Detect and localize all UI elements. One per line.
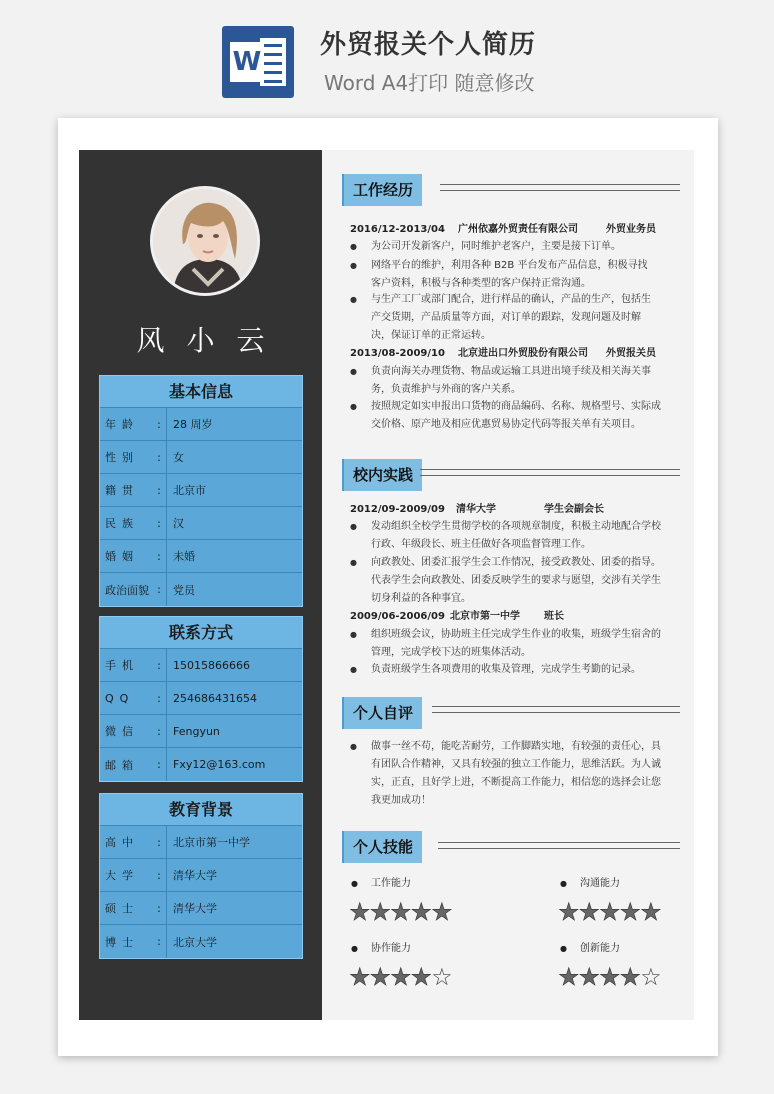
star-filled-icon: ★ <box>599 898 620 926</box>
cell-divider <box>166 859 167 892</box>
info-row <box>100 408 302 441</box>
info-row <box>100 748 302 781</box>
star-filled-icon: ★ <box>640 898 661 926</box>
cell-divider <box>166 573 167 606</box>
header-title: 外贸报关个人简历 <box>320 30 537 60</box>
info-row <box>100 925 302 958</box>
info-colon: : <box>157 691 161 705</box>
star-filled-icon: ★ <box>349 963 370 991</box>
cell-divider <box>166 540 167 573</box>
job-header: 2012/09-2009/09 清华大学 学生会副会长 <box>350 504 604 515</box>
job-header: 2013/08-2009/10 北京进出口外贸股份有限公司 外贸报关员 <box>350 348 656 359</box>
info-colon: : <box>157 549 161 563</box>
job-header: 2009/06-2006/09 北京市第一中学 班长 <box>350 611 564 622</box>
info-key: 微信 <box>105 725 139 738</box>
section-divider <box>432 706 680 713</box>
star-filled-icon: ★ <box>578 898 600 926</box>
info-colon: : <box>157 868 161 882</box>
cell-divider <box>166 649 167 682</box>
info-value: 女 <box>173 451 184 464</box>
info-value: 北京市 <box>173 484 206 497</box>
person-name: 风小云 <box>136 324 287 357</box>
info-row <box>100 892 302 925</box>
info-colon: : <box>157 583 161 596</box>
info-row <box>100 474 302 507</box>
info-key: 性别 <box>105 451 139 464</box>
cell-divider <box>166 408 167 441</box>
info-colon: : <box>157 901 161 915</box>
info-value: 汉 <box>173 517 184 530</box>
list-item: ● 网络平台的维护，利用各种 B2B 平台发布产品信息，积极寻找客户资料，积极与各种类型的客户保持正常沟通。 <box>349 257 671 293</box>
skill-label: ● 工作能力 <box>351 877 411 891</box>
info-value: 北京市第一中学 <box>173 836 250 849</box>
star-filled-icon: ★ <box>369 898 391 926</box>
star-empty-icon: ☆ <box>640 963 661 991</box>
star-filled-icon: ★ <box>431 898 452 926</box>
star-filled-icon: ★ <box>410 963 432 991</box>
skill-label: ● 创新能力 <box>560 942 620 956</box>
info-colon: : <box>157 516 161 530</box>
info-key: 高中 <box>105 836 139 849</box>
star-filled-icon: ★ <box>599 963 620 991</box>
info-key: 手机 <box>105 659 139 672</box>
info-value: Fengyun <box>173 724 220 738</box>
star-filled-icon: ★ <box>410 898 432 926</box>
info-row <box>100 826 302 859</box>
cell-divider <box>166 892 167 925</box>
info-key: 硕士 <box>105 902 139 915</box>
info-key: 婚姻 <box>105 550 139 563</box>
star-filled-icon: ★ <box>619 898 641 926</box>
info-key: 民族 <box>105 517 139 530</box>
star-filled-icon: ★ <box>619 963 641 991</box>
info-value: 未婚 <box>173 550 195 563</box>
skill-rating-stars <box>349 964 452 990</box>
info-row <box>100 441 302 474</box>
info-value: 28 周岁 <box>173 418 213 431</box>
basic-info-box <box>99 375 303 607</box>
list-item: ● 发动组织全校学生贯彻学校的各项规章制度，积极主动地配合学校行政、年级段长、班主任做好各项监督管理工作。 <box>349 518 671 554</box>
job-header: 2016/12-2013/04 广州依嘉外贸责任有限公司 外贸业务员 <box>350 224 656 235</box>
star-filled-icon: ★ <box>558 963 579 991</box>
info-key: 邮箱 <box>105 758 139 772</box>
header-subtitle: Word A4打印 随意修改 <box>324 71 535 95</box>
star-filled-icon: ★ <box>369 963 391 991</box>
basic-info-title: 基本信息 <box>100 376 302 408</box>
list-item: ● 为公司开发新客户，同时维护老客户，主要是接下订单。 <box>349 238 671 256</box>
info-row <box>100 573 302 606</box>
section-divider <box>420 469 680 476</box>
list-item: ● 向政教处、团委汇报学生会工作情况，接受政教处、团委的指导。代表学生会向政教处、团委反映学生的要求与愿望，交涉有关学生切身利益的各种事宜。 <box>349 554 671 608</box>
cell-divider <box>166 507 167 540</box>
section-campus-title: 校内实践 <box>342 459 422 491</box>
skill-rating-stars <box>558 899 661 925</box>
info-colon: : <box>157 483 161 497</box>
skill-rating-stars <box>558 964 661 990</box>
info-value: 清华大学 <box>173 869 217 882</box>
list-item: ● 与生产工厂或部门配合，进行样品的确认，产品的生产，包括生产交货期，产品质量等方面，对订单的跟踪，发现问题及时解决，保证订单的正常运转。 <box>349 291 671 345</box>
info-colon: : <box>157 450 161 464</box>
star-filled-icon: ★ <box>578 963 600 991</box>
info-key: 政治面貌 <box>105 583 149 597</box>
info-row <box>100 859 302 892</box>
section-divider <box>438 842 680 849</box>
info-value: 254686431654 <box>173 691 257 705</box>
info-colon: : <box>157 658 161 672</box>
cell-divider <box>166 925 167 958</box>
self-eval-text: ● 做事一丝不苟，能吃苦耐劳，工作脚踏实地，有较强的责任心，具有团队合作精神，又具有较强的独立工作能力，思维活跃。为人诚实，正直，且好学上进，不断提高工作能力，相信您的选择会让您我更加成功！ <box>349 738 671 810</box>
word-document-icon: W <box>222 26 294 98</box>
info-value: 清华大学 <box>173 902 217 915</box>
info-key: 籍贯 <box>105 484 139 497</box>
info-key: QQ <box>105 691 135 705</box>
info-key: 年龄 <box>105 418 139 431</box>
info-colon: : <box>157 758 161 771</box>
info-colon: : <box>157 835 161 849</box>
education-box <box>99 793 303 959</box>
info-colon: : <box>157 724 161 738</box>
list-item: ● 负责班级学生各项费用的收集及管理，完成学生考勤的记录。 <box>349 661 671 679</box>
cell-divider <box>166 441 167 474</box>
info-row <box>100 540 302 573</box>
info-value: 党员 <box>173 583 195 597</box>
info-row <box>100 682 302 715</box>
info-value: 北京大学 <box>173 935 217 949</box>
list-item: ● 按照规定如实申报出口货物的商品编码、名称、规格型号、实际成交价格、原产地及相应优惠贸易协定代码等报关单有关项目。 <box>349 398 671 434</box>
cell-divider <box>166 826 167 859</box>
avatar <box>150 186 260 296</box>
info-value: Fxy12@163.com <box>173 758 266 771</box>
info-value: 15015866666 <box>173 658 250 672</box>
info-row <box>100 507 302 540</box>
contact-box <box>99 616 303 782</box>
skill-label: ● 沟通能力 <box>560 877 620 891</box>
section-divider <box>440 184 680 191</box>
info-key: 大学 <box>105 869 139 882</box>
section-self-eval-title: 个人自评 <box>342 697 422 729</box>
star-empty-icon: ☆ <box>431 963 452 991</box>
cell-divider <box>166 715 167 748</box>
page-header <box>0 0 774 118</box>
cell-divider <box>166 682 167 715</box>
info-colon: : <box>157 935 161 948</box>
info-key: 博士 <box>105 935 139 949</box>
star-filled-icon: ★ <box>558 898 579 926</box>
info-colon: : <box>157 417 161 431</box>
list-item: ● 负责向海关办理货物、物品或运输工具进出境手续及相关海关事务，负责维护与外商的客户关系。 <box>349 363 671 399</box>
cell-divider <box>166 474 167 507</box>
star-filled-icon: ★ <box>349 898 370 926</box>
section-work-title: 工作经历 <box>342 174 422 206</box>
education-title: 教育背景 <box>100 794 302 826</box>
info-row <box>100 649 302 682</box>
skill-label: ● 协作能力 <box>351 942 411 956</box>
info-row <box>100 715 302 748</box>
contact-title: 联系方式 <box>100 617 302 649</box>
skill-rating-stars <box>349 899 452 925</box>
star-filled-icon: ★ <box>390 963 411 991</box>
section-skills-title: 个人技能 <box>342 831 422 863</box>
cell-divider <box>166 748 167 781</box>
list-item: ● 组织班级会议，协助班主任完成学生作业的收集，班级学生宿舍的管理，完成学校下达的班集体活动。 <box>349 626 671 662</box>
star-filled-icon: ★ <box>390 898 411 926</box>
